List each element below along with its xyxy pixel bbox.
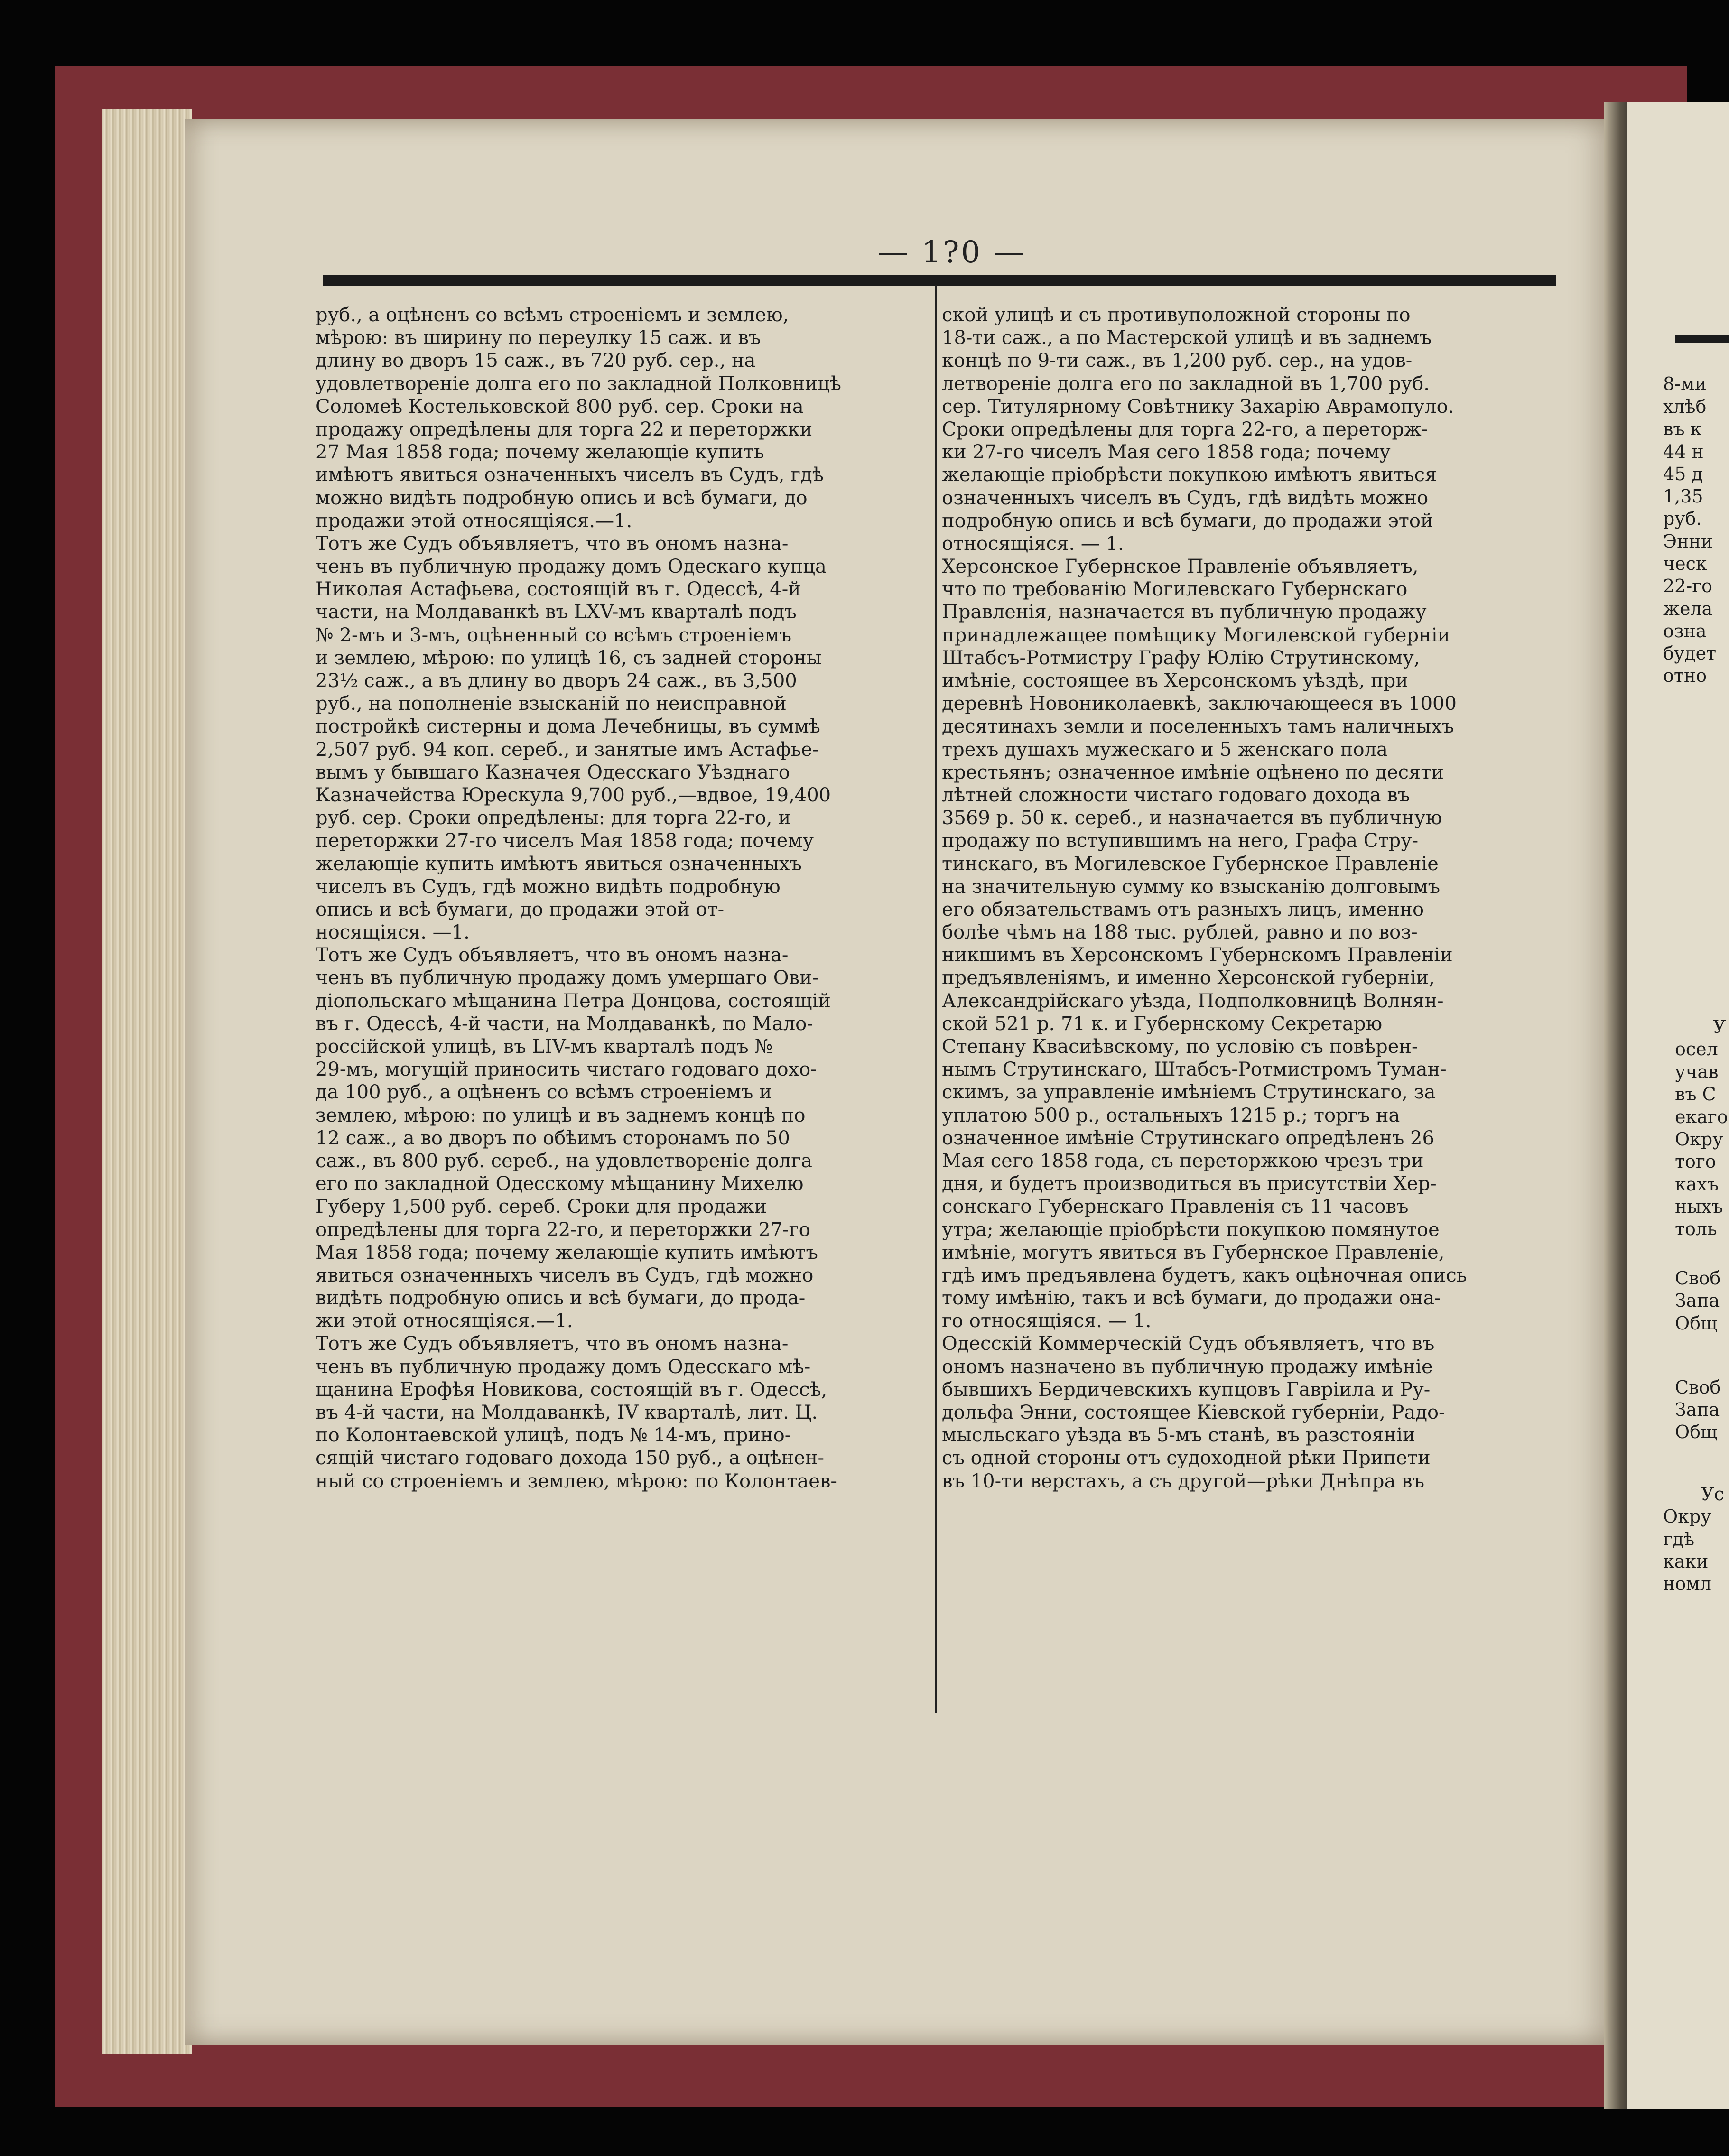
text-line: го относящіяся. — 1. xyxy=(942,1310,1152,1332)
text-line: Губеру 1,500 руб. сереб. Сроки для продажи xyxy=(316,1196,767,1218)
text-line: Тотъ же Судъ объявляетъ, что въ ономъ назна- xyxy=(316,944,789,966)
text-line: Соломеѣ Костельковской 800 руб. сер. Сроки на xyxy=(316,395,804,418)
next-page-fragment: каки xyxy=(1663,1551,1709,1572)
next-page-fragment: руб. xyxy=(1663,508,1702,529)
next-page-fragment: гдѣ xyxy=(1663,1529,1695,1550)
text-line: Правленія, назначается въ публичную продажу xyxy=(942,601,1427,623)
text-line: летвореніе долга его по закладной въ 1,700 руб. xyxy=(942,372,1430,395)
next-page-fragment: учав xyxy=(1675,1061,1719,1082)
text-line: продажу по вступившимъ на него, Графа Стру- xyxy=(942,830,1419,852)
text-line: желающіе купить имѣютъ явиться означенныхъ xyxy=(316,853,802,875)
text-line: Тотъ же Судъ объявляетъ, что въ ономъ назна- xyxy=(316,532,789,555)
text-line: россійской улицѣ, въ LIV-мъ кварталѣ подъ № xyxy=(316,1036,773,1058)
next-page-rule xyxy=(1675,335,1729,343)
text-line: ки 27-го чиселъ Мая сего 1858 года; почему xyxy=(942,441,1391,464)
text-line: 12 саж., а во дворъ по обѣимъ сторонамъ по 50 xyxy=(316,1127,790,1149)
text-line: саж., въ 800 руб. сереб., на удовлетвореніе долга xyxy=(316,1150,813,1172)
text-line: утра; желающіе пріобрѣсти покупкою помянутое xyxy=(942,1218,1440,1241)
next-page-fragment: Запа xyxy=(1675,1290,1720,1311)
next-page-fragment: ческ xyxy=(1663,553,1707,574)
text-line: продажи этой относящіяся.—1. xyxy=(316,510,632,532)
next-page-fragment: отно xyxy=(1663,665,1707,686)
text-line: продажу опредѣлены для торга 22 и переторжки xyxy=(316,418,813,440)
text-line: тому имѣнію, такъ и всѣ бумаги, до продажи она- xyxy=(942,1287,1441,1310)
text-line: что по требованію Могилевскаго Губернскаго xyxy=(942,578,1408,601)
text-line: дольфа Энни, состоящее Кіевской губерніи, Радо- xyxy=(942,1402,1445,1423)
header-rule xyxy=(323,275,1556,286)
text-line: ономъ назначено въ публичную продажу имѣніе xyxy=(942,1356,1433,1378)
text-line: видѣть подробную опись и всѣ бумаги, до прода- xyxy=(316,1287,806,1310)
next-page-fragment: кахъ xyxy=(1675,1174,1719,1195)
text-line: ченъ въ публичную продажу домъ Одескаго купца xyxy=(316,556,827,578)
text-line: подробную опись и всѣ бумаги, до продажи этой xyxy=(942,510,1433,532)
next-page-fragment: толь xyxy=(1675,1218,1717,1239)
text-line: никшимъ въ Херсонскомъ Губернскомъ Правленіи xyxy=(942,944,1453,966)
next-page-fragment: Окру xyxy=(1663,1506,1711,1527)
text-line: уплатою 500 р., остальныхъ 1215 р.; торгъ на xyxy=(942,1104,1400,1126)
text-line: 2,507 руб. 94 коп. сереб., и занятые имъ Астафье- xyxy=(316,738,819,761)
text-line: Херсонское Губернское Правленіе объявляетъ, xyxy=(942,556,1419,578)
text-line: сонскаго Губернскаго Правленія съ 11 часовъ xyxy=(942,1196,1409,1218)
text-line: ный со строеніемъ и землею, мѣрою: по Колонтаев- xyxy=(316,1470,837,1492)
text-line: на значительную сумму ко взысканію долговымъ xyxy=(942,875,1441,898)
text-line: переторжки 27-го чиселъ Мая 1858 года; почему xyxy=(316,830,814,852)
text-line: по Колонтаевской улицѣ, подъ № 14-мъ, прино- xyxy=(316,1424,791,1447)
text-line: имѣніе, состоящее въ Херсонскомъ уѣздѣ, при xyxy=(942,670,1408,692)
next-page-fragment: У xyxy=(1713,1016,1726,1037)
text-line: Александрійскаго уѣзда, Подполковницѣ Волнян- xyxy=(942,990,1444,1012)
text-line: опись и всѣ бумаги, до продажи этой от- xyxy=(316,898,725,920)
next-page-fragment: Энни xyxy=(1663,531,1713,552)
text-line: бывшихъ Бердичевскихъ купцовъ Гавріила и Ру- xyxy=(942,1378,1431,1401)
next-page-fragment: озна xyxy=(1663,621,1707,641)
text-line: и землею, мѣрою: по улицѣ 16, съ задней стороны xyxy=(316,647,822,669)
text-line: мысльскаго уѣзда въ 5-мъ станѣ, въ разстояніи xyxy=(942,1424,1415,1447)
text-line: можно видѣть подробную опись и всѣ бумаги, до xyxy=(316,487,808,509)
text-line: 3569 р. 50 к. сереб., и назначается въ публичную xyxy=(942,807,1442,829)
text-line: опредѣлены для торга 22-го, и переторжки 27-го xyxy=(316,1218,810,1241)
text-line: съ одной стороны отъ судоходной рѣки Припети xyxy=(942,1447,1431,1469)
text-line: № 2-мъ и 3-мъ, оцѣненный со всѣмъ строеніемъ xyxy=(316,624,792,646)
text-line: діопольскаго мѣщанина Петра Донцова, состоящій xyxy=(316,990,831,1012)
text-line: части, на Молдаванкѣ въ LXV-мъ кварталѣ подъ xyxy=(316,601,797,623)
right-column xyxy=(942,304,1556,1493)
text-line: носящіяся. —1. xyxy=(316,921,470,944)
text-line: Сроки опредѣлены для торга 22-го, а переторж- xyxy=(942,418,1428,440)
text-line: ченъ въ публичную продажу домъ умершаго Ови- xyxy=(316,967,819,989)
text-line: десятинахъ земли и поселенныхъ тамъ наличныхъ xyxy=(942,716,1454,738)
text-line: означенное имѣніе Струтинскаго опредѣленъ 26 xyxy=(942,1127,1434,1149)
text-line: крестьянъ; означенное имѣніе оцѣнено по десяти xyxy=(942,761,1444,783)
text-line: чиселъ въ Судъ, гдѣ можно видѣть подробную xyxy=(316,875,781,898)
text-line: Тотъ же Судъ объявляетъ, что въ ономъ назна- xyxy=(316,1333,789,1355)
next-page-fragment: жела xyxy=(1663,598,1713,619)
text-line: руб., на пополненіе взысканій по неисправной xyxy=(316,693,787,715)
text-line: ченъ въ публичную продажу домъ Одесскаго мѣ- xyxy=(316,1356,811,1378)
text-line: длину во дворъ 15 саж., въ 720 руб. сер., на xyxy=(316,350,756,372)
text-line: въ 4-й части, на Молдаванкѣ, IV кварталѣ, лит. Ц. xyxy=(316,1402,818,1423)
text-line: ской улицѣ и съ противуположной стороны по xyxy=(942,304,1411,326)
text-line: Мая сего 1858 года, съ переторжкою чрезъ три xyxy=(942,1150,1424,1172)
text-line: 23½ саж., а въ длину во дворъ 24 саж., въ 3,500 xyxy=(316,670,797,692)
text-line: его по закладной Одесскому мѣщанину Михелю xyxy=(316,1173,804,1195)
text-line: 29-мъ, могущій приносить чистаго годоваго дохо- xyxy=(316,1059,817,1081)
text-line: желающіе пріобрѣсти покупкою имѣютъ явиться xyxy=(942,464,1437,486)
text-line: постройкѣ систерны и дома Лечебницы, въ суммѣ xyxy=(316,716,820,738)
next-page-fragment: будет xyxy=(1663,643,1717,664)
next-page-fragment: 8-ми xyxy=(1663,373,1707,394)
next-page-fragment: Запа xyxy=(1675,1399,1720,1420)
text-line: трехъ душахъ мужескаго и 5 женскаго пола xyxy=(942,738,1388,761)
next-page-fragment: 1,35 xyxy=(1663,486,1703,507)
text-line: вымъ у бывшаго Казначея Одесскаго Уѣзднаго xyxy=(316,761,790,783)
column-divider xyxy=(935,285,937,1713)
text-line: имѣніе, могутъ явиться въ Губернское Правленіе, xyxy=(942,1241,1445,1264)
text-line: гдѣ имъ предъявлена будетъ, какъ оцѣночная опись xyxy=(942,1264,1467,1286)
text-line: мѣрою: въ ширину по переулку 15 саж. и въ xyxy=(316,327,761,349)
text-line: относящіяся. — 1. xyxy=(942,532,1124,555)
next-page-fragment: Общ xyxy=(1675,1313,1718,1334)
text-line: деревнѣ Новониколаевкѣ, заключающееся въ 1000 xyxy=(942,693,1457,715)
text-line: въ 10-ти верстахъ, а съ другой—рѣки Днѣпра въ xyxy=(942,1470,1425,1492)
next-page-fragment: того xyxy=(1675,1151,1716,1172)
text-line: жи этой относящіяся.—1. xyxy=(316,1310,573,1332)
next-page-fragment: Общ xyxy=(1675,1422,1718,1442)
text-line: ской 521 р. 71 к. и Губернскому Секретарю xyxy=(942,1013,1383,1035)
next-page-fragment: 45 д xyxy=(1663,464,1703,484)
text-line: Мая 1858 года; почему желающіе купить имѣютъ xyxy=(316,1241,818,1264)
text-line: болѣе чѣмъ на 188 тыс. рублей, равно и по воз- xyxy=(942,921,1418,944)
left-column xyxy=(316,304,928,1493)
text-line: означенныхъ чиселъ въ Судъ, гдѣ видѣть можно xyxy=(942,487,1429,509)
text-line: да 100 руб., а оцѣненъ со всѣмъ строеніемъ и xyxy=(316,1081,772,1104)
next-page-fragment: хлѣб xyxy=(1663,396,1707,417)
page-edges xyxy=(102,109,192,2054)
text-line: руб., а оцѣненъ со всѣмъ строеніемъ и землею, xyxy=(316,304,789,326)
next-page-fragment: Своб xyxy=(1675,1268,1721,1289)
text-line: Николая Астафьева, состоящій въ г. Одессѣ, 4-й xyxy=(316,578,801,601)
text-line: принадлежащее помѣщику Могилевской губерніи xyxy=(942,624,1450,646)
text-line: тинскаго, въ Могилевское Губернское Правленіе xyxy=(942,853,1439,875)
text-line: нымъ Струтинскаго, Штабсъ-Ротмистромъ Туман- xyxy=(942,1059,1447,1081)
next-page-fragment: 22-го xyxy=(1663,576,1712,596)
text-line: явиться означенныхъ чиселъ въ Судъ, гдѣ можно xyxy=(316,1264,814,1286)
text-line: 18-ти саж., а по Мастерской улицѣ и въ заднемъ xyxy=(942,327,1432,349)
next-page-fragment: осел xyxy=(1675,1039,1718,1059)
next-page-fragment: въ к xyxy=(1663,418,1702,439)
text-line: Одесскій Коммерческій Судъ объявляетъ, что въ xyxy=(942,1333,1435,1355)
text-line: землею, мѣрою: по улицѣ и въ заднемъ концѣ по xyxy=(316,1104,806,1126)
text-line: имѣютъ явиться означенныхъ чиселъ въ Судъ, гдѣ xyxy=(316,464,824,486)
text-line: удовлетвореніе долга его по закладной Полковницѣ xyxy=(316,372,842,395)
next-page-fragment: Окру xyxy=(1675,1129,1723,1150)
next-page-fragment: ныхъ xyxy=(1675,1196,1723,1217)
text-line: Казначейства Юрескула 9,700 руб.,—вдвое, 19,400 xyxy=(316,784,831,806)
text-line: Степану Квасиѣвскому, по условію съ повѣрен- xyxy=(942,1036,1418,1058)
text-line: сер. Титулярному Совѣтнику Захарію Аврамопуло. xyxy=(942,395,1454,418)
text-line: скимъ, за управленіе имѣніемъ Струтинскаго, за xyxy=(942,1081,1436,1104)
text-line: его обязательствамъ отъ разныхъ лицъ, именно xyxy=(942,898,1424,920)
text-line: щанина Ерофѣя Новикова, состоящій въ г. Одессѣ, xyxy=(316,1378,827,1401)
next-page-fragment: Ус xyxy=(1701,1484,1724,1505)
next-page-fragment: екаго xyxy=(1675,1106,1728,1127)
text-line: дня, и будетъ производиться въ присутствіи Хер- xyxy=(942,1173,1437,1195)
text-line: руб. сер. Сроки опредѣлены: для торга 22-го, и xyxy=(316,807,791,829)
text-line: сящій чистаго годоваго дохода 150 руб., а оцѣнен- xyxy=(316,1447,825,1469)
next-page-fragment: 44 н xyxy=(1663,441,1704,462)
text-line: концѣ по 9-ти саж., въ 1,200 руб. сер., на удов- xyxy=(942,350,1413,372)
next-page-fragment: въ С xyxy=(1675,1084,1716,1105)
text-line: лѣтней сложности чистаго годоваго дохода въ xyxy=(942,784,1410,806)
text-line: въ г. Одессѣ, 4-й части, на Молдаванкѣ, по Мало- xyxy=(316,1013,813,1035)
next-page-fragment: Своб xyxy=(1675,1377,1721,1398)
next-page-fragment: номл xyxy=(1663,1573,1711,1594)
text-line: 27 Мая 1858 года; почему желающіе купить xyxy=(316,441,764,464)
text-line: предъявленіямъ, и именно Херсонской губерніи, xyxy=(942,967,1435,989)
text-line: Штабсъ-Ротмистру Графу Юлію Струтинскому, xyxy=(942,647,1420,669)
page-number: — 1?0 — xyxy=(878,235,1026,270)
